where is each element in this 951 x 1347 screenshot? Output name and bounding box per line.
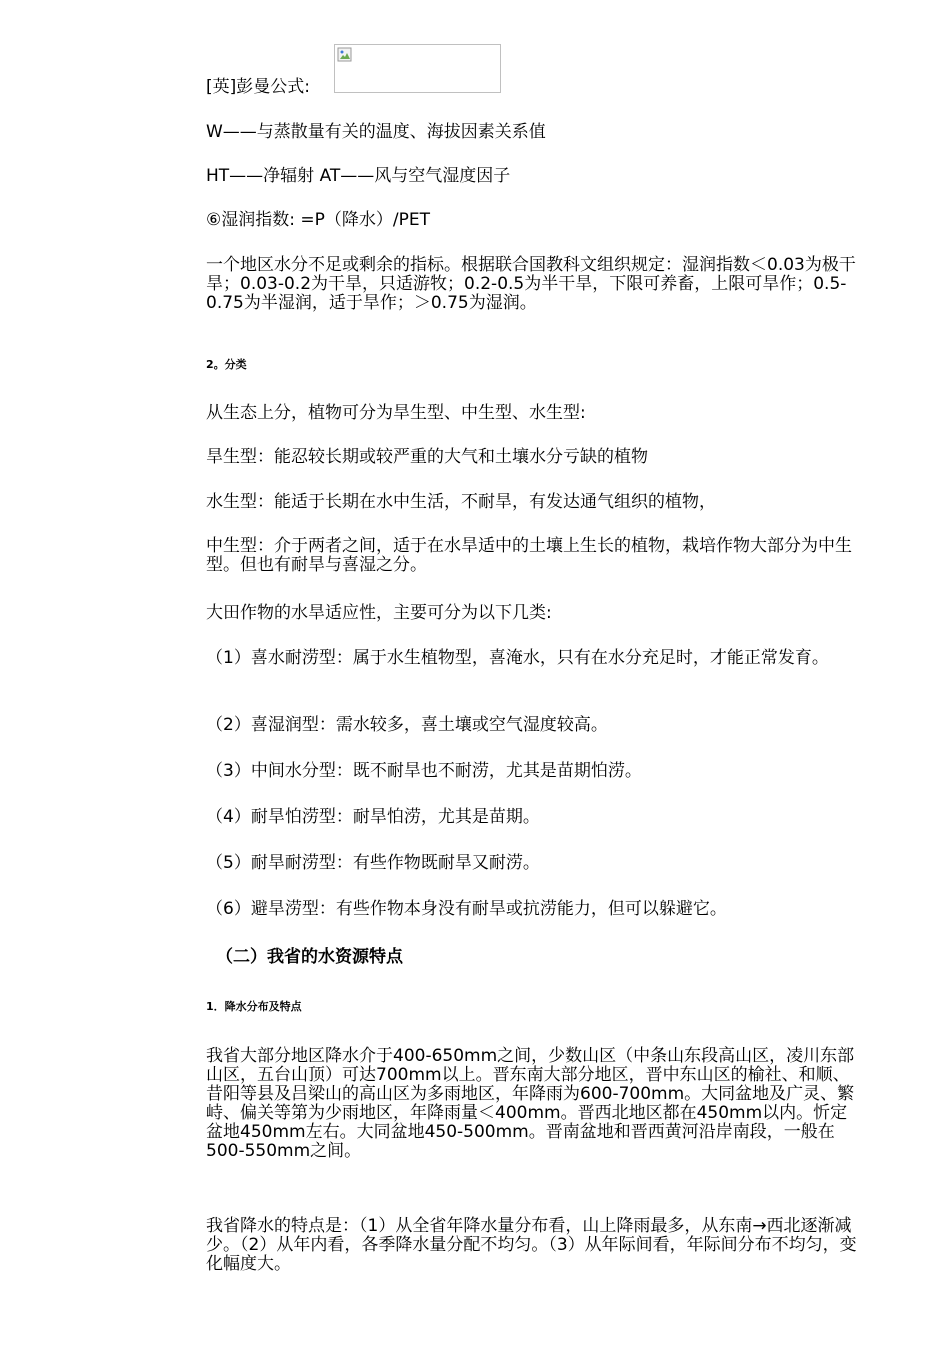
type-1: （1）喜水耐涝型：属于水生植物型，喜淹水，只有在水分充足时，才能正常发育。	[206, 648, 829, 668]
ht-definition: HT——净辐射 AT——风与空气湿度因子	[206, 166, 511, 186]
type-4: （4）耐旱怕涝型：耐旱怕涝，尤其是苗期。	[206, 807, 540, 827]
xerophyte-definition: 旱生型：能忍较长期或较严重的大气和土壤水分亏缺的植物	[206, 447, 648, 467]
section-heading-water-resources: （二）我省的水资源特点	[216, 947, 403, 967]
hydrophyte-definition: 水生型：能适于长期在水中生活，不耐旱，有发达通气组织的植物，	[206, 492, 716, 512]
type-6: （6）避旱涝型：有些作物本身没有耐旱或抗涝能力，但可以躲避它。	[206, 899, 727, 919]
type-2: （2）喜湿润型：需水较多，喜土壤或空气湿度较高。	[206, 715, 608, 735]
section-heading-precipitation: 1．降水分布及特点	[206, 1000, 302, 1013]
type-5: （5）耐旱耐涝型：有些作物既耐旱又耐涝。	[206, 853, 540, 873]
precipitation-features: 我省降水的特点是：（1）从全省年降水量分布看，山上降雨最多，从东南→西北逐渐减少。（2）从年内看，各季降水量分配不均匀。（3）从年际间看，年际间分布不均匀，变化幅度大。	[206, 1216, 857, 1274]
broken-image-icon	[337, 47, 353, 63]
eco-intro: 从生态上分，植物可分为旱生型、中生型、水生型:	[206, 403, 586, 423]
humidity-index-description: 一个地区水分不足或剩余的指标。根据联合国教科文组织规定：湿润指数＜0.03为极干旱；0.03-0.2为干旱，只适游牧；0.2-0.5为半干旱，下限可养畜，上限可旱作；0.5-0.75为半湿润，适于旱作；＞0.75为湿润。	[206, 255, 856, 313]
mesophyte-definition: 中生型：介于两者之间，适于在水旱适中的土壤上生长的植物，栽培作物大部分为中生型。但也有耐旱与喜湿之分。	[206, 536, 852, 575]
section-heading-classification: 2。分类	[206, 358, 247, 371]
formula-label: [英]彭曼公式:	[206, 77, 310, 97]
humidity-index-definition: ⑥湿润指数: =P（降水）/PET	[206, 210, 430, 230]
type-3: （3）中间水分型：既不耐旱也不耐涝，尤其是苗期怕涝。	[206, 761, 642, 781]
w-definition: W——与蒸散量有关的温度、海拔因素关系值	[206, 122, 546, 142]
formula-image-placeholder	[334, 44, 501, 93]
precipitation-description: 我省大部分地区降水介于400-650mm之间，少数山区（中条山东段高山区，凌川东部山区，五台山顶）可达700mm以上。晋东南大部分地区，晋中东山区的榆社、和顺、昔阳等县及吕梁山的高山区为多雨地区，年降雨为600-700mm。大同盆地及广灵、繁峙、偏关等第为少雨地区，年降雨量＜400mm。晋西北地区都在450mm以内。忻定盆地450mm左右。大同盆地450-500mm。晋南盆地和晋西黄河沿岸南段，一般在500-550mm之间。	[206, 1046, 855, 1161]
field-crops-intro: 大田作物的水旱适应性，主要可分为以下几类:	[206, 603, 552, 623]
